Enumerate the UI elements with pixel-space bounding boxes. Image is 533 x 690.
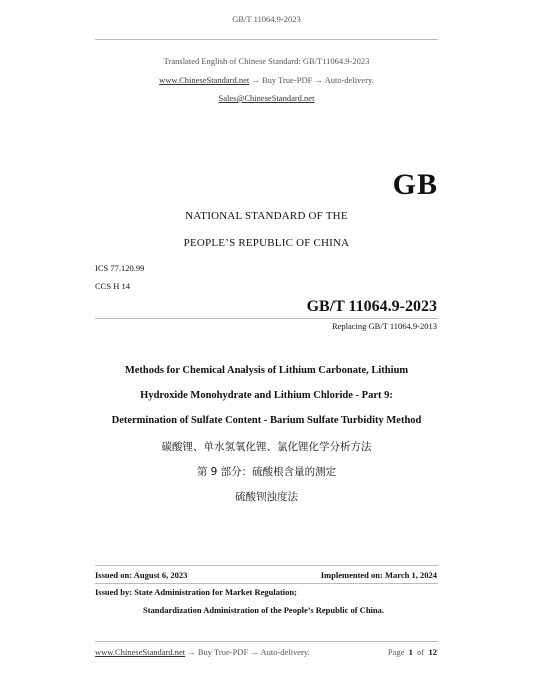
title-en-line1: Methods for Chemical Analysis of Lithium Carbonate, Lithium <box>124 365 409 376</box>
promo-line <box>0 75 533 85</box>
page-footer-rule <box>95 641 438 642</box>
translation-note: Translated English of Chinese Standard: GB/T11064.9-2023 <box>163 56 370 66</box>
replacing-note: Replacing GB/T 11064.9-2013 <box>331 321 437 331</box>
page-total: 12 <box>428 647 437 657</box>
gb-logo: GB <box>392 168 438 201</box>
header-rule <box>95 39 438 40</box>
footer-site-link[interactable]: www.ChineseStandard.net <box>95 647 186 657</box>
national-standard-line1: NATIONAL STANDARD OF THE <box>185 210 348 222</box>
page-number <box>388 647 437 657</box>
page-current: 1 <box>408 647 413 657</box>
site-link[interactable]: www.ChineseStandard.net <box>159 75 250 85</box>
title-en-line2: Hydroxide Monohydrate and Lithium Chloride - Part 9: <box>140 390 393 401</box>
issued-on: Issued on: August 6, 2023 <box>95 570 188 580</box>
footer-top-rule <box>95 565 438 566</box>
ccs-code: CCS H 14 <box>95 281 130 291</box>
page-word: Page <box>387 647 405 657</box>
page-footer-promo <box>95 647 310 657</box>
of-word: of <box>417 647 425 657</box>
ics-code: ICS 77.120.99 <box>95 263 145 273</box>
issued-by-line2: Standardization Administration of the People’s Republic of China. <box>143 605 385 615</box>
email-link[interactable]: Sales@ChineseStandard.net <box>218 93 315 103</box>
national-standard-line2: PEOPLE’S REPUBLIC OF CHINA <box>183 237 350 249</box>
running-header: GB/T 11064.9-2023 <box>232 14 301 24</box>
code-rule <box>95 318 438 319</box>
implemented-on: Implemented on: March 1, 2024 <box>320 570 437 580</box>
title-cn-line1: 碳酸锂、单水氢氧化锂、氯化锂化学分析方法 <box>161 441 372 453</box>
title-cn-line2: 第 9 部分：硫酸根含量的测定 <box>196 466 337 478</box>
title-cn-line3: 硫酸钡浊度法 <box>235 491 298 503</box>
title-en-line3: Determination of Sulfate Content - Barium Sulfate Turbidity Method <box>111 415 422 426</box>
promo-tail: → Buy True-PDF → Auto-delivery. <box>249 75 374 85</box>
standard-code: GB/T 11064.9-2023 <box>306 298 437 315</box>
issued-by-line1: Issued by: State Administration for Market Regulation; <box>95 587 297 597</box>
footer-promo-tail: → Buy True-PDF → Auto-delivery. <box>185 647 310 657</box>
email-line <box>0 93 533 103</box>
footer-mid-rule <box>95 583 438 584</box>
